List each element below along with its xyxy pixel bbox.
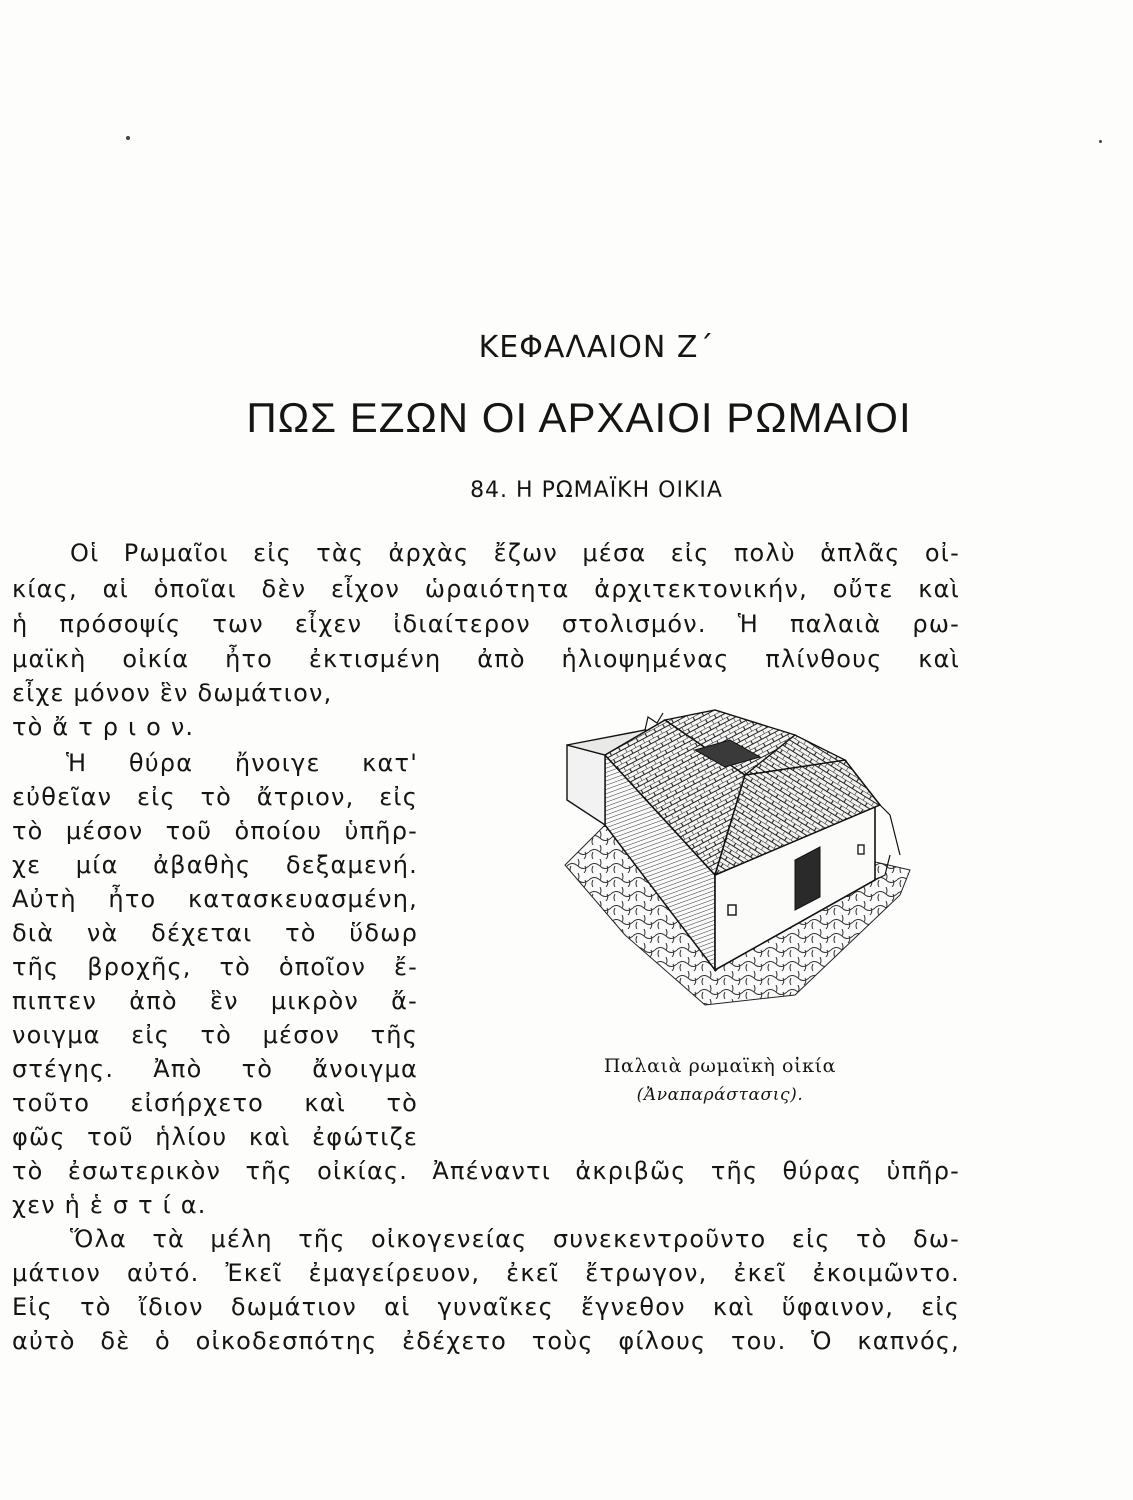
text-line: τοῦτο εἰσήρχετο καὶ τὸ [12,1089,418,1117]
text-line: μάτιον αὐτό. Ἐκεῖ ἐμαγείρευον, ἐκεῖ ἔτρωγον, ἐκεῖ ἐκοιμῶντο. [12,1259,960,1287]
print-speck [1099,140,1102,143]
text-line: εὐθεῖαν εἰς τὸ ἄτριον, εἰς [12,783,418,811]
text-line: Αὐτὴ ἦτο κατασκευασμένη, [12,885,418,913]
text-line: χε μία ἀβαθὴς δεξαμενή. [12,851,418,879]
text-line: νοιγμα εἰς τὸ μέσον τῆς [12,1021,418,1049]
text-line: τῆς βροχῆς, τὸ ὁποῖον ἔ- [12,953,418,981]
print-speck [126,136,130,140]
text-line: Ὅλα τὰ μέλη τῆς οἰκογενείας συνεκεντροῦντο εἰς τὸ δω- [70,1225,960,1253]
text-line: κίας, αἱ ὁποῖαι δὲν εἶχον ὡραιότητα ἀρχιτεκτονικήν, οὔτε καὶ [12,575,960,603]
section-heading: 84. Η ΡΩΜΑΪΚΗ ΟΙΚΙΑ [470,478,723,503]
text-line: τὸ μέσον τοῦ ὁποίου ὑπῆρ- [12,817,418,845]
text-line: φῶς τοῦ ἡλίου καὶ ἐφώτιζε [12,1123,418,1151]
figure-subcaption: (Ἀναπαράστασις). [636,1085,804,1105]
page-title: ΠΩΣ ΕΖΩΝ ΟΙ ΑΡΧΑΙΟΙ ΡΩΜΑΙΟΙ [246,394,912,441]
text-line: Οἱ Ρωμαῖοι εἰς τὰς ἀρχὰς ἔζων μέσα εἰς πολὺ ἁπλᾶς οἰ- [70,539,960,567]
text-line: εἶχε μόνον ἓν δωμάτιον, [12,679,333,707]
text-line: αὐτὸ δὲ ὁ οἰκοδεσπότης ἐδέχετο τοὺς φίλους του. Ὁ καπνός, [12,1327,960,1355]
text-line: μαϊκὴ οἰκία ἦτο ἐκτισμένη ἀπὸ ἡλιοψημένας πλίνθους καὶ [12,645,960,673]
chapter-heading: ΚΕΦΑΛΑΙΟΝ Ζ΄ [478,330,715,365]
text-line: τὸ ἐσωτερικὸν τῆς οἰκίας. Ἀπέναντι ἀκριβῶς τῆς θύρας ὑπῆρ- [12,1157,960,1185]
figure-caption: Παλαιὰ ρωμαϊκὴ οἰκία [603,1055,837,1077]
text-line: στέγης. Ἀπὸ τὸ ἄνοιγμα [12,1055,418,1083]
text-line: Ἡ θύρα ἤνοιγε κατ' [66,749,418,777]
text-line: ἡ πρόσοψίς των εἶχεν ἰδιαίτερον στολισμόν. Ἡ παλαιὰ ρω- [12,610,960,638]
text-line: χεν ἡ ἑ σ τ ί α. [12,1191,207,1219]
roman-house-illustration [545,705,915,1020]
text-line: διὰ νὰ δέχεται τὸ ὕδωρ [12,919,418,947]
text-line: Εἰς τὸ ἴδιον δωμάτιον αἱ γυναῖκες ἔγνεθον καὶ ὕφαινον, εἰς [12,1293,960,1321]
text-line: πιπτεν ἀπὸ ἓν μικρὸν ἄ- [12,987,418,1015]
text-line: τὸ ἄ τ ρ ι ο ν. [12,713,195,741]
roman-house-drawing [545,705,915,1020]
